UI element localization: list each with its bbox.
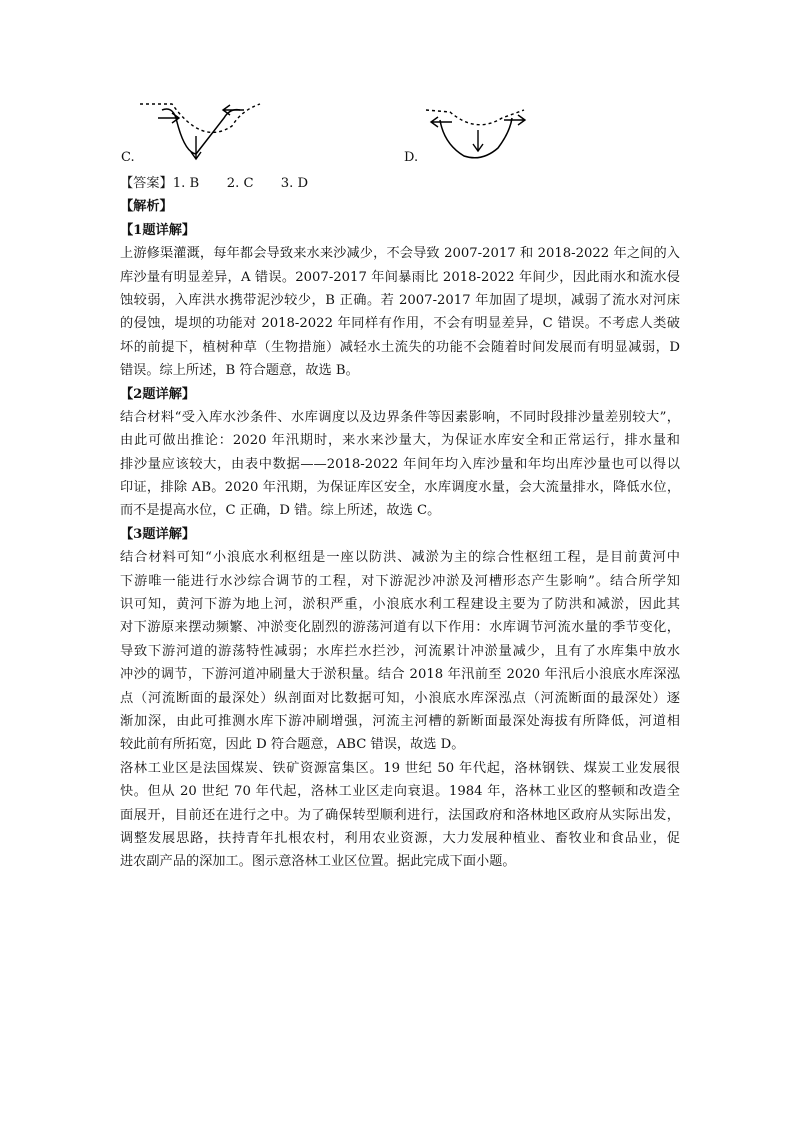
q3-paragraph-line: 下游唯一能进行水沙综合调节的工程，对下游泥沙冲淤及河槽形态产生影响”。结合所学知 [120,573,680,589]
q1-paragraph-line: 坏的前提下，植树种草（生物措施）减轻水土流失的功能不会随着时间发展而有明显减弱，D [120,339,680,355]
q3-paragraph-line: 识可知，黄河下游为地上河，淤积严重，小浪底水利工程建设主要为了防洪和减淤，因此其 [120,597,680,613]
q2-paragraph-line: 而不是提高水位，C 正确，D 错。综上所述，故选 C。 [120,503,441,519]
q3-paragraph-line: 结合材料可知“小浪底水利枢纽是一座以防洪、减淤为主的综合性枢纽工程，是目前黄河中 [120,550,680,566]
option-d-label: D. [404,150,419,165]
option-c-left-arrow [158,113,179,123]
q3-paragraph-line: 冲沙的调节，下游河道冲刷量大于淤积量。结合 2018 年汛前至 2020 年汛后小浪底水库深泓 [120,667,680,683]
passage-line: 洛林工业区是法国煤炭、铁矿资源富集区。19 世纪 50 年代起，洛林钢铁、煤炭工业发展很 [120,760,680,776]
option-c-right-arrow [223,105,244,115]
passage-line: 快。但从 20 世纪 70 年代起，洛林工业区走向衰退。1984 年，洛林工业区的整顿和改造全 [120,784,680,800]
answer-item: 2. C [226,176,254,191]
option-d-down-arrow [473,130,483,151]
option-c-cross-section-diagram [132,96,272,166]
answer-item: 1. B [172,176,200,191]
q3-paragraph-line: 较此前有所拓宽，因此 D 符合题意，ABC 错误，故选 D。 [120,737,465,753]
option-d-new-channel [440,118,512,158]
answer-prefix: 【答案】 [120,176,173,191]
q2-heading: 【2题详解】 [120,386,196,402]
q1-heading: 【1题详解】 [120,222,196,238]
q3-paragraph-line: 点（河流断面的最深处）纵剖面对比数据可知，小浪底水库深泓点（河流断面的最深处）逐 [120,690,680,706]
answer-line [120,172,680,195]
q1-paragraph-line: 上游修渠灌溉，每年都会导致来水来沙减少，不会导致 2007-2017 和 2018-2022 年之间的入 [120,246,680,262]
q2-paragraph-line: 由此可做出推论：2020 年汛期时，来水来沙量大，为保证水库安全和正常运行，排水量和 [120,433,680,449]
q1-paragraph-line: 错误。综上所述，B 符合题意，故选 B。 [120,363,359,379]
answer-and-analysis [120,172,680,874]
q2-paragraph-line: 结合材料“受入库水沙条件、水库调度以及边界条件等因素影响，不同时段排沙量差别较大”， [120,409,680,425]
q3-paragraph-line: 渐加深，由此可推测水库下游冲刷增强，河流主河槽的新断面最深处海拔有所降低，河道相 [120,713,680,729]
option-c-down-arrow [191,136,201,159]
q1-paragraph-line: 蚀较弱，入库洪水携带泥沙较少，B 正确。若 2007-2017 年加固了堤坝，减弱了流水对河床 [120,292,680,308]
answer-item: 3. D [280,176,309,191]
q1-paragraph-line: 的侵蚀，堤坝的功能对 2018-2022 年同样有作用，不会有明显差异，C 错误。不考虑人类破 [120,316,680,332]
q2-paragraph-line: 排沙量应该较大，由表中数据——2018-2022 年间年均入库沙量和年均出库沙量也可以得以 [120,456,680,472]
option-c-label: C. [121,150,135,165]
q1-paragraph-line: 库沙量有明显差异，A 错误。2007-2017 年间暴雨比 2018-2022 年间少，因此雨水和流水侵 [120,269,680,285]
q3-paragraph-line: 导致下游河道的游荡特性减弱；水库拦水拦沙，河流累计冲淤量减少，且有了水库集中放水 [120,643,680,659]
q3-heading: 【3题详解】 [120,526,196,542]
analysis-heading: 【解析】 [120,199,173,215]
option-d-cross-section-diagram [420,104,535,166]
passage-line: 进农副产品的深加工。图示意洛林工业区位置。据此完成下面小题。 [120,854,516,870]
q2-paragraph-line: 印证，排除 AB。2020 年汛期，为保证库区安全，水库调度水量，会大流量排水，降低水位， [120,480,680,496]
passage-line: 面展开，目前还在进行之中。为了确保转型顺利进行，法国政府和洛林地区政府从实际出发， [120,807,680,823]
q3-paragraph-line: 对下游原来摆动频繁、冲淤变化剧烈的游荡河道有以下作用：水库调节河流水量的季节变化， [120,620,680,636]
option-c-new-channel [162,109,240,154]
passage-line: 调整发展思路，扶持青年扎根农村，利用农业资源，大力发展种植业、畜牧业和食品业，促 [120,830,680,846]
